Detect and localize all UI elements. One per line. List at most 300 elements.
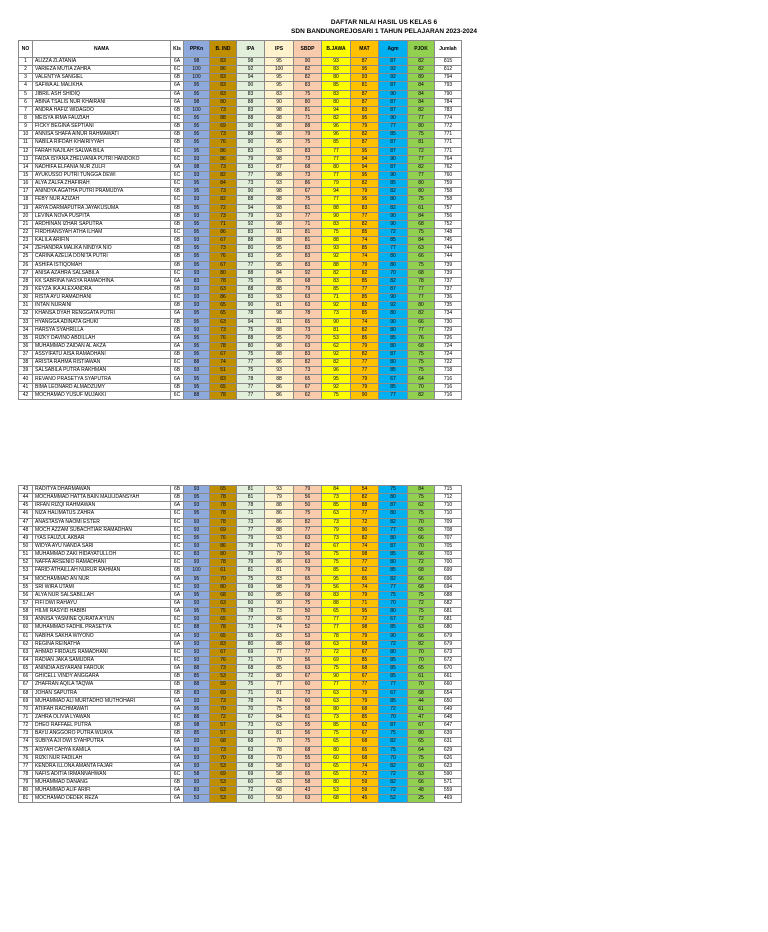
cell-sbdp: 77 <box>294 212 322 220</box>
cell-ipa: 88 <box>237 196 265 204</box>
cell-ppkn: 95 <box>184 608 210 616</box>
cell-mat: 79 <box>351 375 379 383</box>
cell-ips: 87 <box>265 163 294 171</box>
document-subtitle: SDN BANDUNGREJOSARI 1 TAHUN PELAJARAN 2023-2024 <box>291 28 477 35</box>
cell-ips: 95 <box>265 261 294 269</box>
cell-agm: 67 <box>379 375 408 383</box>
cell-sbdp: 67 <box>294 383 322 391</box>
cell-no: 8 <box>19 114 33 122</box>
cell-sbdp: 70 <box>294 334 322 342</box>
cell-no: 27 <box>19 269 33 277</box>
cell-bind: 80 <box>210 98 237 106</box>
cell-jumlah: 739 <box>435 261 462 269</box>
cell-pjok: 82 <box>408 391 435 399</box>
cell-jumlah: 681 <box>435 608 462 616</box>
cell-ipa: 88 <box>237 114 265 122</box>
cell-sbdp: 50 <box>294 502 322 510</box>
cell-ips: 91 <box>265 228 294 236</box>
cell-agm: 77 <box>379 391 408 399</box>
cell-mat: 68 <box>351 754 379 762</box>
cell-agm: 90 <box>379 632 408 640</box>
cell-bind: 83 <box>210 375 237 383</box>
cell-bjawa: 77 <box>322 171 351 179</box>
cell-pjok: 66 <box>408 551 435 559</box>
cell-no: 76 <box>19 754 33 762</box>
cell-jumlah: 771 <box>435 131 462 139</box>
cell-sbdp: 61 <box>294 713 322 721</box>
cell-kelas: 6C <box>171 770 184 778</box>
cell-ipa: 69 <box>237 583 265 591</box>
cell-agm: 85 <box>379 383 408 391</box>
cell-nama: ATIIFAH RACHMAWATI <box>33 705 171 713</box>
cell-ipa: 77 <box>237 616 265 624</box>
cell-kelas: 6A <box>171 82 184 90</box>
cell-no: 63 <box>19 648 33 656</box>
cell-agm: 87 <box>379 722 408 730</box>
table-row <box>19 583 462 591</box>
cell-kelas: 6A <box>171 697 184 705</box>
cell-pjok: 66 <box>408 779 435 787</box>
cell-ips: 93 <box>265 486 294 494</box>
cell-jumlah: 716 <box>435 391 462 399</box>
header-pjok: PJOK <box>408 41 435 58</box>
cell-sbdp: 43 <box>294 787 322 795</box>
cell-nama: ANDRA HAFIZ WIDAGDO <box>33 106 171 114</box>
cell-kelas: 6B <box>171 689 184 697</box>
cell-bjawa: 75 <box>322 228 351 236</box>
cell-no: 55 <box>19 583 33 591</box>
cell-bind: 78 <box>210 518 237 526</box>
cell-jumlah: 661 <box>435 673 462 681</box>
cell-nama: KHANSA DYAH RENGGATA PUTRI <box>33 310 171 318</box>
cell-ppkn: 95 <box>184 510 210 518</box>
cell-bind: 65 <box>210 302 237 310</box>
cell-ppkn: 93 <box>184 779 210 787</box>
cell-bjawa: 93 <box>322 58 351 66</box>
cell-ips: 88 <box>265 285 294 293</box>
cell-nama: LEVINA NOVA PUSPITA <box>33 212 171 220</box>
cell-nama: MUHAMMAD ALI MURTADHO MUTHOHARI <box>33 697 171 705</box>
cell-ppkn: 93 <box>184 648 210 656</box>
cell-ppkn: 95 <box>184 253 210 261</box>
cell-bind: 65 <box>210 486 237 494</box>
cell-mat: 81 <box>351 82 379 90</box>
cell-sbdp: 75 <box>294 139 322 147</box>
cell-mat: 68 <box>351 705 379 713</box>
cell-agm: 77 <box>379 123 408 131</box>
cell-mat: 54 <box>351 486 379 494</box>
cell-sbdp: 79 <box>294 131 322 139</box>
cell-ips: 70 <box>265 738 294 746</box>
cell-bind: 63 <box>210 285 237 293</box>
cell-jumlah: 812 <box>435 66 462 74</box>
cell-no: 78 <box>19 770 33 778</box>
cell-bind: 65 <box>210 383 237 391</box>
cell-bind: 73 <box>210 163 237 171</box>
cell-sbdp: 82 <box>294 542 322 550</box>
cell-ipa: 90 <box>237 123 265 131</box>
cell-sbdp: 82 <box>294 359 322 367</box>
cell-agm: 87 <box>379 58 408 66</box>
cell-pjok: 72 <box>408 599 435 607</box>
cell-sbdp: 65 <box>294 770 322 778</box>
cell-ips: 84 <box>265 269 294 277</box>
cell-ipa: 73 <box>237 180 265 188</box>
table-row <box>19 697 462 705</box>
cell-agm: 70 <box>379 754 408 762</box>
cell-kelas: 6A <box>171 608 184 616</box>
cell-no: 70 <box>19 705 33 713</box>
cell-sbdp: 90 <box>294 58 322 66</box>
cell-bjawa: 88 <box>322 204 351 212</box>
cell-kelas: 6C <box>171 583 184 591</box>
cell-pjok: 63 <box>408 624 435 632</box>
cell-jumlah: 699 <box>435 567 462 575</box>
cell-ppkn: 93 <box>184 632 210 640</box>
cell-agm: 90 <box>379 90 408 98</box>
cell-ipa: 60 <box>237 591 265 599</box>
cell-pjok: 76 <box>408 334 435 342</box>
cell-mat: 98 <box>351 624 379 632</box>
cell-ppkn: 95 <box>184 82 210 90</box>
cell-jumlah: 748 <box>435 228 462 236</box>
cell-mat: 82 <box>351 131 379 139</box>
cell-agm: 77 <box>379 245 408 253</box>
table-row <box>19 375 462 383</box>
table-row <box>19 648 462 656</box>
cell-kelas: 6A <box>171 591 184 599</box>
cell-ipa: 83 <box>237 228 265 236</box>
table-row <box>19 66 462 74</box>
cell-mat: 82 <box>351 269 379 277</box>
cell-pjok: 65 <box>408 738 435 746</box>
cell-no: 22 <box>19 228 33 236</box>
cell-sbdp: 63 <box>294 342 322 350</box>
cell-nama: FARAH NAJILAH SALWA BILA <box>33 147 171 155</box>
cell-pjok: 70 <box>408 681 435 689</box>
cell-mat: 95 <box>351 114 379 122</box>
cell-no: 74 <box>19 738 33 746</box>
cell-jumlah: 729 <box>435 326 462 334</box>
cell-bjawa: 95 <box>322 575 351 583</box>
table-row <box>19 131 462 139</box>
cell-nama: ABINA TSALIS NUR KHAIRANI <box>33 98 171 106</box>
cell-ips: 81 <box>265 730 294 738</box>
cell-agm: 90 <box>379 220 408 228</box>
cell-mat: 85 <box>351 310 379 318</box>
cell-mat: 85 <box>351 277 379 285</box>
cell-ipa: 88 <box>237 98 265 106</box>
cell-jumlah: 559 <box>435 787 462 795</box>
cell-sbdp: 82 <box>294 66 322 74</box>
cell-agm: 80 <box>379 534 408 542</box>
cell-kelas: 6B <box>171 730 184 738</box>
cell-ipa: 75 <box>237 575 265 583</box>
cell-no: 67 <box>19 681 33 689</box>
cell-ips: 58 <box>265 770 294 778</box>
table-row <box>19 762 462 770</box>
cell-agm: 85 <box>379 567 408 575</box>
cell-bjawa: 73 <box>322 310 351 318</box>
cell-mat: 74 <box>351 318 379 326</box>
cell-agm: 85 <box>379 237 408 245</box>
cell-no: 72 <box>19 722 33 730</box>
cell-ips: 98 <box>265 188 294 196</box>
cell-nama: HYANGGA ADINATA GHUKI <box>33 318 171 326</box>
cell-nama: MOCHAMMAD AN NUR <box>33 575 171 583</box>
table-row <box>19 285 462 293</box>
cell-sbdp: 58 <box>294 779 322 787</box>
cell-sbdp: 79 <box>294 583 322 591</box>
cell-sbdp: 55 <box>294 722 322 730</box>
table-row <box>19 608 462 616</box>
cell-no: 26 <box>19 261 33 269</box>
cell-bind: 86 <box>210 66 237 74</box>
cell-ppkn: 93 <box>184 616 210 624</box>
table-row <box>19 518 462 526</box>
cell-kelas: 6C <box>171 526 184 534</box>
cell-ppkn: 93 <box>184 285 210 293</box>
cell-ips: 93 <box>265 294 294 302</box>
header-bjawa: B.JAWA <box>322 41 351 58</box>
cell-ips: 90 <box>265 599 294 607</box>
table-row <box>19 534 462 542</box>
cell-ppkn: 93 <box>184 542 210 550</box>
cell-bind: 75 <box>210 608 237 616</box>
table-row <box>19 180 462 188</box>
cell-no: 48 <box>19 526 33 534</box>
cell-bind: 63 <box>210 318 237 326</box>
cell-bind: 80 <box>210 583 237 591</box>
cell-no: 24 <box>19 245 33 253</box>
cell-jumlah: 744 <box>435 253 462 261</box>
cell-ipa: 77 <box>237 171 265 179</box>
document-title: DAFTAR NILAI HASIL US KELAS 6 <box>330 19 438 26</box>
cell-ppkn: 88 <box>184 359 210 367</box>
cell-kelas: 6C <box>171 656 184 664</box>
cell-bjawa: 80 <box>322 779 351 787</box>
cell-ips: 95 <box>265 139 294 147</box>
cell-kelas: 6B <box>171 494 184 502</box>
cell-nama: RISTA AYU RAMADHANI <box>33 294 171 302</box>
cell-kelas: 6A <box>171 746 184 754</box>
cell-no: 4 <box>19 82 33 90</box>
cell-no: 44 <box>19 494 33 502</box>
cell-pjok: 72 <box>408 559 435 567</box>
cell-bind: 69 <box>210 526 237 534</box>
cell-kelas: 6A <box>171 502 184 510</box>
cell-kelas: 6C <box>171 391 184 399</box>
cell-jumlah: 783 <box>435 106 462 114</box>
cell-mat: 72 <box>351 770 379 778</box>
cell-sbdp: 56 <box>294 494 322 502</box>
cell-agm: 85 <box>379 624 408 632</box>
cell-bjawa: 75 <box>322 665 351 673</box>
cell-bind: 67 <box>210 351 237 359</box>
cell-bjawa: 63 <box>322 697 351 705</box>
cell-ppkn: 100 <box>184 66 210 74</box>
cell-mat: 85 <box>351 713 379 721</box>
cell-bjawa: 65 <box>322 738 351 746</box>
cell-nama: ALYA NUR SALSABILLAH <box>33 591 171 599</box>
cell-agm: 75 <box>379 730 408 738</box>
table-row <box>19 253 462 261</box>
cell-no: 16 <box>19 180 33 188</box>
cell-jumlah: 735 <box>435 302 462 310</box>
cell-mat: 74 <box>351 237 379 245</box>
cell-nama: VALENTYA SANGIEL <box>33 74 171 82</box>
cell-jumlah: 730 <box>435 318 462 326</box>
cell-no: 79 <box>19 779 33 787</box>
cell-bjawa: 92 <box>322 351 351 359</box>
cell-no: 5 <box>19 90 33 98</box>
table-row <box>19 689 462 697</box>
cell-agm: 85 <box>379 334 408 342</box>
cell-bjawa: 92 <box>322 302 351 310</box>
cell-bind: 80 <box>210 269 237 277</box>
cell-ips: 81 <box>265 302 294 310</box>
cell-agm: 72 <box>379 705 408 713</box>
cell-ips: 63 <box>265 779 294 787</box>
cell-pjok: 68 <box>408 269 435 277</box>
table-row <box>19 237 462 245</box>
table-row <box>19 713 462 721</box>
cell-jumlah: 790 <box>435 90 462 98</box>
cell-nama: ANINDIA AISYARANI FAROUK <box>33 665 171 673</box>
cell-bjawa: 77 <box>322 616 351 624</box>
cell-bind: 53 <box>210 795 237 803</box>
cell-no: 58 <box>19 608 33 616</box>
cell-agm: 87 <box>379 139 408 147</box>
cell-no: 50 <box>19 542 33 550</box>
table-row <box>19 705 462 713</box>
cell-bjawa: 80 <box>322 74 351 82</box>
cell-ipa: 72 <box>237 787 265 795</box>
table-row <box>19 673 462 681</box>
cell-kelas: 6A <box>171 277 184 285</box>
cell-pjok: 70 <box>408 542 435 550</box>
cell-mat: 82 <box>351 326 379 334</box>
cell-ppkn: 95 <box>184 131 210 139</box>
cell-ipa: 90 <box>237 139 265 147</box>
cell-bind: 73 <box>210 746 237 754</box>
cell-pjok: 60 <box>408 762 435 770</box>
cell-ppkn: 93 <box>184 526 210 534</box>
cell-jumlah: 707 <box>435 534 462 542</box>
cell-jumlah: 708 <box>435 526 462 534</box>
cell-no: 35 <box>19 334 33 342</box>
cell-jumlah: 756 <box>435 212 462 220</box>
table-row <box>19 212 462 220</box>
cell-bind: 65 <box>210 616 237 624</box>
cell-no: 1 <box>19 58 33 66</box>
cell-bind: 83 <box>210 74 237 82</box>
cell-bjawa: 77 <box>322 147 351 155</box>
cell-mat: 82 <box>351 220 379 228</box>
cell-bjawa: 96 <box>322 367 351 375</box>
cell-ppkn: 100 <box>184 106 210 114</box>
table-row <box>19 746 462 754</box>
cell-ppkn: 95 <box>184 245 210 253</box>
cell-ppkn: 95 <box>184 188 210 196</box>
cell-sbdp: 92 <box>294 269 322 277</box>
cell-ips: 85 <box>265 591 294 599</box>
cell-nama: MEISYA IRMA FAUZIAH <box>33 114 171 122</box>
cell-sbdp: 79 <box>294 567 322 575</box>
cell-nama: JIBRIL ASH SHIDIQ <box>33 90 171 98</box>
cell-ipa: 81 <box>237 494 265 502</box>
cell-bind: 76 <box>210 139 237 147</box>
cell-pjok: 75 <box>408 228 435 236</box>
cell-pjok: 72 <box>408 616 435 624</box>
cell-nama: NABIHA SAKHA WIYONO <box>33 632 171 640</box>
cell-ips: 79 <box>265 551 294 559</box>
cell-bjawa: 69 <box>322 656 351 664</box>
cell-ips: 86 <box>265 518 294 526</box>
cell-ppkn: 95 <box>184 375 210 383</box>
cell-pjok: 82 <box>408 66 435 74</box>
cell-kelas: 6B <box>171 567 184 575</box>
cell-agm: 82 <box>379 188 408 196</box>
cell-ips: 63 <box>265 722 294 730</box>
cell-bind: 70 <box>210 754 237 762</box>
cell-no: 34 <box>19 326 33 334</box>
cell-pjok: 67 <box>408 722 435 730</box>
cell-ppkn: 95 <box>184 310 210 318</box>
table-row <box>19 58 462 66</box>
cell-no: 38 <box>19 359 33 367</box>
cell-mat: 95 <box>351 608 379 616</box>
cell-kelas: 6A <box>171 787 184 795</box>
cell-sbdp: 53 <box>294 632 322 640</box>
cell-mat: 77 <box>351 285 379 293</box>
cell-ips: 93 <box>265 212 294 220</box>
cell-ipa: 75 <box>237 277 265 285</box>
cell-no: 18 <box>19 196 33 204</box>
cell-bjawa: 73 <box>322 494 351 502</box>
cell-mat: 62 <box>351 567 379 575</box>
cell-agm: 85 <box>379 551 408 559</box>
cell-pjok: 63 <box>408 770 435 778</box>
cell-pjok: 77 <box>408 155 435 163</box>
table-row <box>19 163 462 171</box>
cell-ips: 88 <box>265 526 294 534</box>
cell-mat: 79 <box>351 342 379 350</box>
cell-agm: 77 <box>379 681 408 689</box>
cell-pjok: 77 <box>408 114 435 122</box>
cell-jumlah: 724 <box>435 351 462 359</box>
cell-sbdp: 68 <box>294 746 322 754</box>
cell-agm: 82 <box>379 518 408 526</box>
cell-kelas: 6B <box>171 237 184 245</box>
cell-sbdp: 88 <box>294 123 322 131</box>
cell-jumlah: 629 <box>435 746 462 754</box>
cell-jumlah: 660 <box>435 681 462 689</box>
cell-sbdp: 75 <box>294 599 322 607</box>
cell-pjok: 77 <box>408 285 435 293</box>
cell-sbdp: 77 <box>294 526 322 534</box>
cell-sbdp: 81 <box>294 106 322 114</box>
cell-jumlah: 793 <box>435 82 462 90</box>
cell-bjawa: 75 <box>322 391 351 399</box>
cell-ipa: 73 <box>237 722 265 730</box>
header-mat: MAT <box>351 41 379 58</box>
cell-mat: 67 <box>351 648 379 656</box>
cell-no: 23 <box>19 237 33 245</box>
cell-sbdp: 62 <box>294 391 322 399</box>
cell-bind: 68 <box>210 738 237 746</box>
cell-agm: 85 <box>379 367 408 375</box>
